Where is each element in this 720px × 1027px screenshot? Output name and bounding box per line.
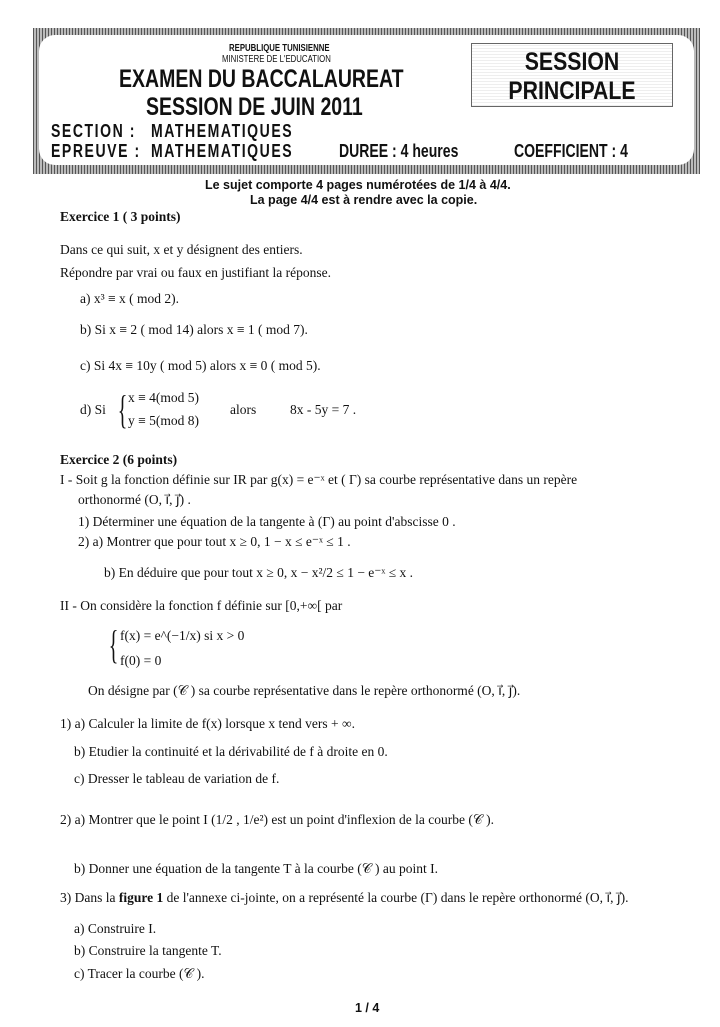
ex2-I-q2b: b) En déduire que pour tout x ≥ 0, x − x²/2 ≤ 1 − e⁻ˣ ≤ x . bbox=[104, 565, 413, 580]
ex2-II-def2: f(0) = 0 bbox=[120, 653, 162, 668]
page-number: 1 / 4 bbox=[355, 1001, 380, 1015]
ex2-q3-post: de l'annexe ci-jointe, on a représenté la courbe (Γ) dans le repère orthonormé (O, i⃗, j⃗). bbox=[163, 890, 629, 905]
republique: REPUBLIQUE TUNISIENNE bbox=[229, 43, 330, 54]
exam-title: EXAMEN DU BACCALAUREAT bbox=[119, 65, 404, 93]
figure-ref: figure 1 bbox=[118, 890, 164, 905]
coefficient: COEFFICIENT : 4 bbox=[514, 141, 628, 161]
brace-icon: { bbox=[117, 387, 128, 432]
ex2-q2a: 2) a) Montrer que le point I (1/2 , 1/e²) est un point d'inflexion de la courbe (𝒞 ). bbox=[60, 812, 494, 827]
ex1-d-eq2: y ≡ 5(mod 8) bbox=[128, 413, 199, 428]
section-value: MATHEMATIQUES bbox=[151, 121, 294, 141]
exercise2-title: Exercice 2 (6 points) bbox=[60, 452, 178, 467]
ex2-II-intro: II - On considère la fonction f définie sur [0,+∞[ par bbox=[60, 598, 343, 613]
session-box-line2: PRINCIPALE bbox=[508, 77, 636, 105]
ex2-q3a: a) Construire I. bbox=[74, 921, 157, 936]
ex2-I-line1: I - Soit g la fonction définie sur IR par g(x) = e⁻ˣ et ( Γ) sa courbe représentative dans un repère bbox=[60, 472, 578, 487]
exercise1-title: Exercice 1 ( 3 points) bbox=[60, 209, 181, 224]
ex2-q3c: c) Tracer la courbe (𝒞 ). bbox=[74, 966, 205, 981]
ex2-I-line2: orthonormé (O, i⃗, j⃗) . bbox=[78, 492, 191, 507]
ex2-I-q2a: 2) a) Montrer que pour tout x ≥ 0, 1 − x ≤ e⁻ˣ ≤ 1 . bbox=[78, 534, 351, 549]
section-label: SECTION : bbox=[51, 121, 137, 141]
epreuve-value: MATHEMATIQUES bbox=[151, 141, 294, 161]
notice-line1: Le sujet comporte 4 pages numérotées de 1/4 à 4/4. bbox=[205, 178, 511, 192]
ex1-d-eq1: x ≡ 4(mod 5) bbox=[128, 390, 199, 405]
session-date: SESSION DE JUIN 2011 bbox=[146, 93, 363, 121]
ex2-q2b: b) Donner une équation de la tangente T à la courbe (𝒞 ) au point I. bbox=[74, 861, 438, 876]
ex2-q1b: b) Etudier la continuité et la dérivabilité de f à droite en 0. bbox=[74, 744, 388, 759]
epreuve-label: EPREUVE : bbox=[51, 141, 141, 161]
ex1-d-conclusion: 8x - 5y = 7 . bbox=[290, 402, 357, 417]
ex1-item-b: b) Si x ≡ 2 ( mod 14) alors x ≡ 1 ( mod 7). bbox=[80, 322, 308, 337]
header-frame bbox=[33, 28, 700, 174]
ex1-d-alors: alors bbox=[230, 402, 257, 417]
duree: DUREE : 4 heures bbox=[339, 141, 459, 161]
session-box-line1: SESSION bbox=[524, 48, 620, 76]
ex2-II-design: On désigne par (𝒞 ) sa courbe représentative dans le repère orthonormé (O, i⃗, j⃗). bbox=[88, 683, 521, 698]
notice-line2: La page 4/4 est à rendre avec la copie. bbox=[250, 193, 478, 207]
ex2-q3b: b) Construire la tangente T. bbox=[74, 943, 222, 958]
ex2-q3-pre: 3) Dans la bbox=[60, 890, 119, 905]
ex1-item-d-label: d) Si bbox=[80, 402, 106, 417]
ex1-item-a: a) x³ ≡ x ( mod 2). bbox=[80, 291, 180, 306]
ex2-I-q1: 1) Déterminer une équation de la tangente à (Γ) au point d'abscisse 0 . bbox=[78, 514, 456, 529]
ex2-q3 bbox=[60, 890, 629, 906]
ex1-intro: Dans ce qui suit, x et y désignent des entiers. bbox=[60, 242, 303, 257]
ex2-q1c: c) Dresser le tableau de variation de f. bbox=[74, 771, 280, 786]
ministere: MINISTERE DE L'EDUCATION bbox=[222, 54, 331, 65]
session-box bbox=[471, 43, 673, 107]
brace-icon: { bbox=[108, 622, 119, 667]
ex1-instruction: Répondre par vrai ou faux en justifiant la réponse. bbox=[60, 265, 332, 280]
ex2-q1a: 1) a) Calculer la limite de f(x) lorsque x tend vers + ∞. bbox=[60, 716, 356, 731]
ex2-II-def1: f(x) = e^(−1/x) si x > 0 bbox=[120, 628, 245, 643]
ex1-item-c: c) Si 4x ≡ 10y ( mod 5) alors x ≡ 0 ( mod 5). bbox=[80, 358, 321, 373]
